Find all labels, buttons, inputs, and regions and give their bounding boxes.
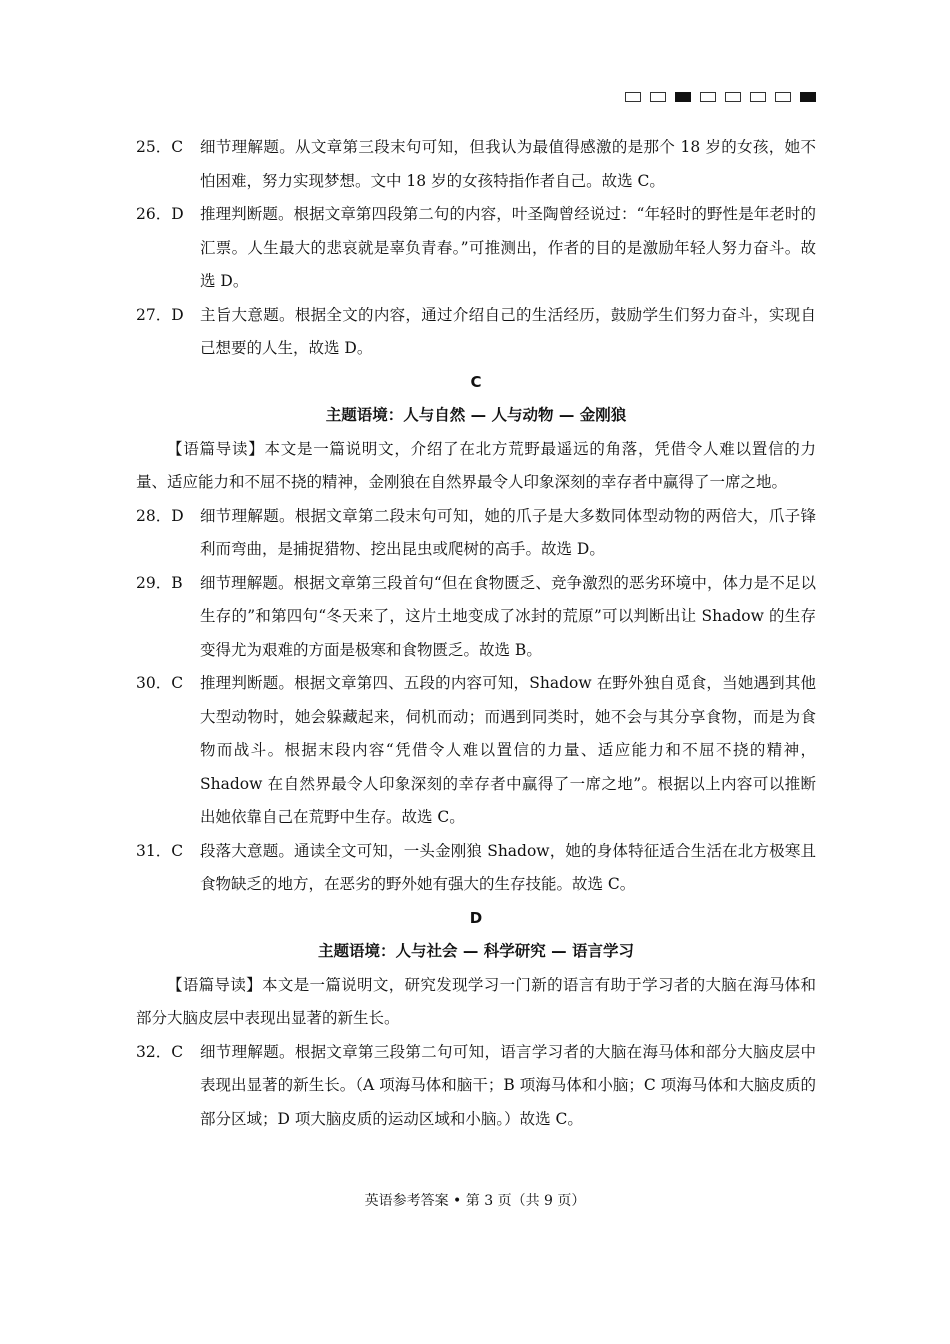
header-box <box>750 92 766 102</box>
answer-explanation: 推理判断题。根据文章第四、五段的内容可知，Shadow 在野外独自觅食，当她遇到其他大型动物时，她会躲藏起来，伺机而动；而遇到同类时，她不会与其分享食物，而是为食物而战斗。根据末段内容“凭借令人难以置信的力量、适应能力和不屈不挠的精神，Shadow 在自然界最令人印象深刻的幸存者中赢得了一席之地”。根据以上内容可以推断出她依靠自己在荒野中生存。故选 C。 <box>200 674 816 826</box>
header-box-filled <box>800 92 816 102</box>
answer-explanation: 推理判断题。根据文章第四段第二句的内容，叶圣陶曾经说过：“年轻时的野性是年老时的汇票。人生最大的悲哀就是辜负青春。”可推测出，作者的目的是激励年轻人努力奋斗。故选 D。 <box>200 205 816 290</box>
answer-explanation: 细节理解题。根据文章第三段首句“但在食物匮乏、竞争激烈的恶劣环境中，体力是不足以生存的”和第四句“冬天来了，这片土地变成了冰封的荒原”可以判断出让 Shadow 的生存变得尤为艰难的方面是极寒和食物匮乏。故选 B。 <box>200 573 816 659</box>
answer-explanation: 细节理解题。从文章第三段末句可知，但我认为最值得感激的是那个 18 岁的女孩，她不怕困难，努力实现梦想。文中 18 岁的女孩特指作者自己。故选 C。 <box>200 138 816 190</box>
answer-number: 28．D <box>136 506 184 525</box>
page-footer: 英语参考答案 • 第 3 页（共 9 页） <box>364 1193 586 1209</box>
section-title-d: 主题语境：人与社会 — 科学研究 — 语言学习 <box>317 942 635 960</box>
answer-number: 30．C <box>136 674 184 692</box>
section-title-c: 主题语境：人与自然 — 人与动物 — 金刚狼 <box>325 406 627 424</box>
section-intro-c: 【语篇导读】本文是一篇说明文，介绍了在北方荒野最遥远的角落，凭借令人难以置信的力量、适应能力和不屈不挠的精神，金刚狼在自然界最令人印象深刻的幸存者中赢得了一席之地。 <box>136 439 816 491</box>
answer-number: 31．C <box>136 841 184 860</box>
answer-explanation: 段落大意题。通读全文可知，一头金刚狼 Shadow，她的身体特征适合生活在北方极寒且食物缺乏的地方，在恶劣的野外她有强大的生存技能。故选 C。 <box>200 841 816 893</box>
answer-item <box>136 1036 816 1137</box>
answer-item <box>136 198 816 299</box>
section-letter-d: D <box>469 908 483 927</box>
answer-item <box>136 667 816 835</box>
answer-item <box>136 835 816 902</box>
header-box <box>700 92 716 102</box>
header-box-filled <box>675 92 691 102</box>
header-box <box>650 92 666 102</box>
answer-item <box>136 567 816 668</box>
section-intro-d: 【语篇导读】本文是一篇说明文，研究发现学习一门新的语言有助于学习者的大脑在海马体和部分大脑皮层中表现出显著的新生长。 <box>136 975 816 1027</box>
answer-explanation: 细节理解题。根据文章第三段第二句可知，语言学习者的大脑在海马体和部分大脑皮层中表现出显著的新生长。（A 项海马体和脑干；B 项海马体和小脑；C 项海马体和大脑皮质的部分区域；D 项大脑皮质的运动区域和小脑。）故选 C。 <box>200 1042 816 1128</box>
header-box-indicator <box>625 92 816 102</box>
answer-number: 27．D <box>136 305 184 324</box>
section-letter-c: C <box>470 372 482 391</box>
header-box <box>725 92 741 102</box>
answer-number: 29．B <box>136 573 183 592</box>
answer-number: 32．C <box>136 1042 184 1061</box>
answer-number: 26．D <box>136 205 184 223</box>
header-box <box>625 92 641 102</box>
header-box <box>775 92 791 102</box>
answer-explanation: 细节理解题。根据文章第二段末句可知，她的爪子是大多数同体型动物的两倍大，爪子锋利而弯曲，是捕捉猎物、挖出昆虫或爬树的高手。故选 D。 <box>200 506 816 558</box>
answer-item <box>136 131 816 198</box>
answer-content <box>136 131 816 1136</box>
answer-explanation: 主旨大意题。根据全文的内容，通过介绍自己的生活经历，鼓励学生们努力奋斗，实现自己想要的人生，故选 D。 <box>200 305 816 357</box>
answer-number: 25．C <box>136 138 184 156</box>
answer-item <box>136 500 816 567</box>
answer-item <box>136 299 816 366</box>
